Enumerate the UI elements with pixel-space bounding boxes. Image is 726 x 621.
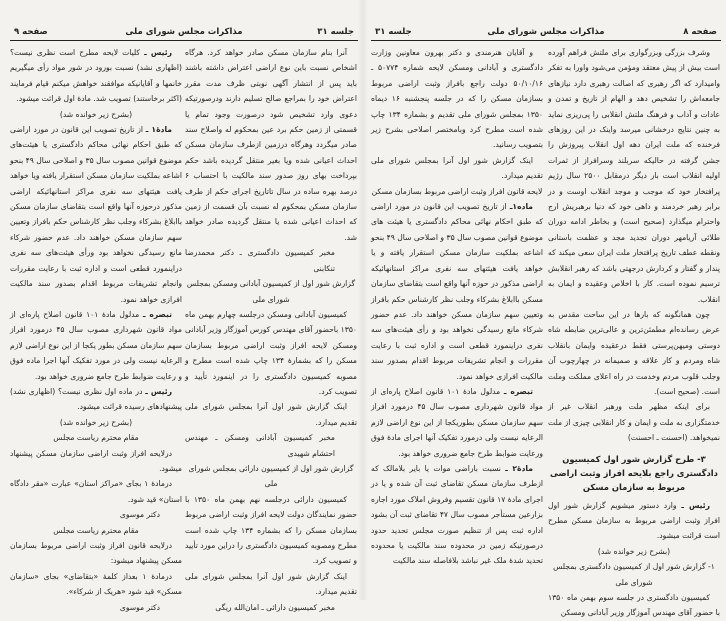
paragraph — [548, 498, 720, 544]
block-text: مدلول مادهٔ ۱۰۱ قانون اصلاح پاره‌ای از مواد قانون شهرداری مصوب سال ۴۵ درمورد افراز سهم سازمان مسکن بطوریکجا از این نوع اراضی لازم الرعایه نیست ولی درمورد تفکیک آنها اجرای مادهٔ فوق ورعایت ضوابط طرح جامع ضروری خواهد بود. — [371, 386, 543, 458]
speaker-or-article-label: رئیس ـ — [145, 386, 172, 396]
speaker-or-article-label: تبصره ـ — [503, 386, 533, 396]
centered-title — [548, 559, 720, 590]
centered-title — [10, 107, 182, 122]
block-text: وارد دستور میشویم گزارش شور اول افراز وثبت اراضی مربوط به سازمان مسکن مطرح است قرائت میشود. — [548, 500, 720, 541]
block-text: گزارش شور اول از کمیسیون دارائی بمجلس شورای ملی — [188, 463, 354, 489]
speaker-or-article-label: تبصره ـ — [142, 309, 172, 319]
signature — [185, 430, 357, 461]
signature — [10, 507, 182, 522]
signature — [185, 600, 357, 615]
running-title: مذاکرات مجلس شورای ملی — [487, 27, 605, 37]
speaker-or-article-label: مادهٔ۲ ـ — [505, 463, 533, 473]
centered-title — [548, 544, 720, 559]
block-text: آنرا بنام سازمان مسکن صادر خواهد کرد. هرگاه اشخاص نسبت باین نوع اراضی اعتراض داشته باشند باید پس از انتشار آگهی نوبتی ظرف مدت مقرر اعتراض خود را بمراجع صالح تسلیم دارند ودرصورتیکه دعوی وارد تشخیص شود درصورت وجود تمام یا قسمتی از زمین حکم برد عین بمحکوم له واصلاح سند صادر میگردد وهرگاه درزمین ازطرف سازمان مسکن احداث اعیانی شده ویا بغیر منتقل گردیده باشد حکم بپرداخت بهای روز صدور سند مالکیت با احتساب ۶ درصد بهره ساده در سال تاتاریخ اجرای حکم از طرف سازمان مسکن بمحکوم له نسبت بآن قسمت از زمین که احداث اعیانی شده یا منتقل گردیده صادر خواهد شد. — [185, 48, 357, 242]
paragraph — [548, 45, 720, 307]
block-text: دکتر موسوی — [119, 510, 160, 520]
block-text: اینک گزارش شور اول آنرا بمجلس شورای ملی تقدیم میدارد. — [371, 155, 543, 181]
centered-title — [10, 523, 182, 538]
text-column — [10, 45, 182, 615]
session-number: جلسه ۳۱ — [317, 27, 354, 37]
block-text: برای اینکه مظهر ملت ورهبر انقلاب غیر از خدمتگزاری به ملت و ایمان و کار انقلابی چیزی از ملت نمیخواهد. (احسنت ـ احسنت) — [548, 402, 720, 443]
block-text: کمیسیون دارائی درجلسه نهم بهمن ماه ۱۳۵۰ با حضور نمایندگان دولت لایحه افراز وثبت اراضی مربوط بسازمان مسکن را که بشماره ۱۳۴ چاپ شده است مطرح ومصوبه کمیسیون دادگستری را دراین مورد تأیید و تصویب کرد. — [185, 494, 358, 566]
paragraph — [10, 307, 182, 384]
paragraph — [548, 307, 720, 399]
text-column — [185, 45, 357, 615]
speaker-or-article-label: مادهٔ۱ ـ — [145, 125, 172, 135]
page-header — [10, 27, 358, 41]
block-text: مقام محترم ریاست مجلس — [53, 433, 139, 443]
paragraph — [10, 384, 182, 415]
block-text: چون همانگونه که بارها در این ساحت مقدس به عرض رسانده‌ام مطمئن‌ترین و عالی‌ترین ضابطه شاه دوستی ومیهن‌پرستی فقط درعقیده وایمان بانقلاب شاه ومردم و کار علاقه و صمیمانه در چهارچوب آن وجلب قلوب مردم وخدمت در راه اعلای مملکت وملت است. (صحیح است). — [548, 309, 720, 396]
paragraph — [548, 590, 720, 621]
block-text: (بشرح زیر خوانده شد) — [59, 417, 133, 427]
block-text: ۱- گزارش شور اول از کمیسیون دادگستری بمجلس شورای ملی — [553, 562, 715, 587]
block-text: درلایحه افراز وثبت اراضی سازمان مسکن پیشنهاد میشود. — [10, 448, 182, 473]
paragraph — [10, 45, 182, 107]
signature — [10, 600, 182, 615]
page-header — [371, 27, 721, 41]
block-text: لایحه قانون افراز وثبت اراضی مربوط بسازمان مسکن — [371, 186, 543, 196]
centered-title — [185, 276, 357, 307]
paragraph — [371, 153, 543, 184]
block-text: کمیسیون آبادانی ومسکن درجلسه چهارم بهمن ماه ۱۳۵۰ باحضور آقای مهندس کورس آموزگار وزیر آبادانی ومسکن لایحه افراز وثبت اراضی مربوط بسازمان مسکن را که بشمارهٔ ۱۳۴ چاپ شده است مطرح و مصوبه کمیسیون دادگستری را در اینمورد تأیید و تصویب کرد. — [185, 309, 357, 396]
signature — [185, 245, 357, 276]
page-number: صفحه ۸ — [683, 27, 717, 37]
paragraph — [10, 538, 182, 569]
page-number: صفحه ۹ — [14, 27, 48, 37]
block-text: مخبر کمیسیون آبادانی ومسکن ـ مهندس احتشام شهیدی — [185, 433, 335, 458]
block-text: درمادهٔ ۱ بعداز کلمهٔ «بتقاضای» بجای «سازمان مسکن» قید شود «هریک از شرکاء». — [10, 571, 182, 597]
block-text: (بشرح زیر خوانده شد) — [597, 546, 671, 556]
block-text: کمیسیون دادگستری در جلسه سوم بهمن ماه ۱۳۵۰ با حضور آقای مهندس آموزگار وزیر آبادانی ومسکن — [548, 593, 720, 618]
block-text: مقام محترم ریاست مجلس — [53, 525, 139, 535]
block-text: از تاریخ تصویب این قانون در مورد اراضی که طبق احکام نهائی محاکم دادگستری یا هیئت های موضوع قوانین مصوب سال ۳۵ و اصلاحی سال ۴۹ بنحو اشاعه بملکیت سازمان مسکن استقرار یافته و یا خواهد یافت هیئتهای سه نفری مراکز استانهائیکه اراضی مذکور در حوزه آنها واقع است بتقاضای سازمان مسکن باابلاغ بشرکاء وجلب نظر کارشناس حکم بافراز وتعیین سهم سازمان مسکن خواهند داد. عدم حضور شرکاء مانع رسیدگی نخواهد بود و رأی هیئت‌های سه نفری دراینمورد قطعی است و اداره ثبت با رعایت مقررات و انجام تشریفات مربوط اقدام بصدور سند مالکیت افرازی خواهد نمود. — [371, 202, 543, 381]
block-text: در ماده اول نظری نیست؟ (اظهاری نشد) پیشنهادهای رسیده قرائت میشود. — [10, 386, 182, 412]
speaker-or-article-label: ماده۱ـ — [509, 202, 533, 212]
block-text: اینک گزارش شور اول آنرا بمجلس شورای ملی تقدیم میدارد. — [185, 402, 357, 427]
block-text: و آقایان هنرمندی و دکتر بهرون معاونین وزارت دادگستری و آبادانی ومسکن لایحه شماره ۵۰۷۷۴ ـ ۵۰/۱۰/۱۶ دولت راجع بافراز وثبت اراضی مربوط بسازمان مسکن را که در جلسه پنجشنبه ۱۶ دیماه ۱۳۵۰ بمجلس شورای ملی تقدیم و بشماره ۱۳۴ چاپ شده است مطرح کرد وبامختصر اصلاحی بشرح زیر بتصویب رسانید. — [371, 48, 544, 150]
paragraph — [185, 399, 357, 430]
paragraph — [185, 569, 357, 600]
paragraph — [185, 45, 357, 245]
block-text: (بشرح زیر خوانده شد) — [59, 109, 133, 119]
centered-title — [10, 430, 182, 445]
paragraph — [10, 122, 182, 307]
centered-title — [371, 184, 543, 199]
paragraph — [10, 476, 182, 507]
speaker-or-article-label: رئیس ـ — [681, 500, 711, 510]
paragraph — [185, 307, 357, 399]
block-text: دکتر موسوی — [119, 602, 160, 612]
paragraph — [371, 45, 543, 153]
block-text: مدلول مادهٔ ۱۰۱ قانون اصلاح پاره‌ای از مواد قانون شهرداری مصوب سال ۴۵ درمورد افراز سهم سازمان مسکن بطور یکجا از این نوع اراضی لازم الرعایه نیست ولی در مورد تفکیک آنها اجرا ماده فوق و رعایت ضوابط طرح جامع ضروری خواهد بود. — [10, 309, 182, 381]
paragraph — [371, 199, 543, 384]
text-column — [371, 45, 543, 569]
paragraph — [548, 399, 720, 445]
centered-title — [185, 461, 357, 492]
session-number: جلسه ۳۱ — [375, 27, 412, 37]
paragraph — [10, 569, 182, 600]
paragraph — [185, 492, 357, 569]
running-title: مذاکرات مجلس شورای ملی — [125, 27, 243, 37]
block-text: درمادهٔ ۱ بجای «مراکز استان» عبارت «مقر دادگاه استان» قید شود. — [10, 479, 182, 504]
paragraph — [371, 461, 543, 569]
block-text: درلایحه قانون افراز وثبت اراضی مربوط بسازمان مسکن پیشنهاد میشود: — [10, 541, 182, 566]
block-text: مخبر کمیسیون دادگستری ـ دکتر محمدرضا تنکابنی — [185, 248, 335, 273]
page-right — [363, 0, 726, 618]
block-text: کلیات لایحه مطرح است نظری نیست؟ (اظهاری نشد) نسبت بورود در شور مواد رأی میگیریم خانمها و آقایانیکه موافقند خواهش میکنم قیام فرمایند (اکثر برخاستند) تصویب شد. مادهٔ اول قرائت میشود. — [10, 48, 182, 104]
section-heading — [548, 452, 720, 494]
page-left — [0, 0, 363, 612]
block-text: وشرف بزرگی وبزرگواری برای ملتش فراهم آورده است بیش از پیش معتقد ومؤمن می‌شود واورا به تفکر وامیدارد که اگر رهبری که اصالت رهبری دارد نیازهای جامعه‌اش را تشخیص دهد و الهام از تاریخ و تمدن و عادات و آداب و فرهنگ ملتش انقلابی را پی‌ریزی نماید به چنین نتایج درخشانی میرسد واینک در این روزهای فرخنده که ملت ایران دهه اول انقلاب پیروزش را جشن گرفته در حالیکه سربلند وسرافراز از ثمرات اولیه انقلاب است بار دیگر درمقابل ۲۵۰۰ سال رژیم پرافتخار خود که موجب و موجد انقلاب اوست و در برابر رهبر خردمند و داهی خود که دنیا برهبریش ارج واحترام میگذارد (صحیح است) و بخاطر ادامه دوران طلائی آریامهر دوران تجدید مجد و عظمت باستانی ونقطه عطف تاریخ پرافتخار ملت ایران سعی میکند که پندار و گفتار و کردارش درجهتی باشد که رهبر انقلابش ترسیم نموده است. کار با اخلاص وعقیده و ایمان به انقلاب. — [548, 48, 721, 304]
centered-title — [10, 415, 182, 430]
text-column — [548, 45, 720, 621]
block-text: اینک گزارش شور اول آنرا بمجلس شورای ملی تقدیم میدارد. — [185, 571, 357, 597]
block-text: گزارش شور اول از کمیسیون آبادانی ومسکن بمجلس شورای ملی — [186, 279, 356, 304]
block-text: مخبر کمیسیون دارائی ـ امان‌الله ریگی — [215, 602, 335, 612]
block-text: ۳- طرح گزارش شور اول کمیسیون دادگستری راجع بلایحه افراز وثبت اراضی مربوط به سازمان مسکن — [550, 453, 718, 492]
speaker-or-article-label: رئیس ـ — [144, 48, 172, 57]
block-text: از تاریخ تصویب این قانون در مورد اراضی که طبق احکام نهائی محاکم دادگستری یا هیئت‌های موضوع قوانین مصوب سال ۳۵ و اصلاحی سال ۴۹ بنحو اشاعه بملکیت سازمان مسکن استقرار یافته ویا خواهد یافت هیئتهای سه نفری مراکز استانهائیکه اراضی مذکور درحوزه آنها واقع است بتقاضای سازمان مسکن باابلاغ بشرکاء وجلب نظر کارشناس حکم بافراز وتعیین سهم سازمان مسکن خواهند داد. عدم حضور شرکاء مانع رسیدگی نخواهد بود ورأی هیئت‌های سه نفری دراینمورد قطعی است و اداره ثبت با رعایت مقررات وانجام تشریفات مربوط اقدام بصدور سند مالکیت افرازی خواهد نمود. — [10, 125, 182, 304]
block-text: نسبت باراضی موات یا بایر بلامالک که ازطرف سازمان مسکن تقاضای ثبت آن شده و یا در اجرای مادهٔ ۱۷ قانون تقسیم وفروش املاک مورد اجاره بزارعین مستأجر مصوب سال ۴۷ تقاضای ثبت آن بشود اداره ثبت پس از تنظیم صورت مجلس تحدید حدود درصورتیکه زمین در محدوده سند مالکیت یا محدوده تحدید شدهٔ ملک غیر نباشد بلافاصله سند مالکیت — [371, 463, 544, 566]
paragraph — [10, 446, 182, 477]
paragraph — [371, 384, 543, 461]
